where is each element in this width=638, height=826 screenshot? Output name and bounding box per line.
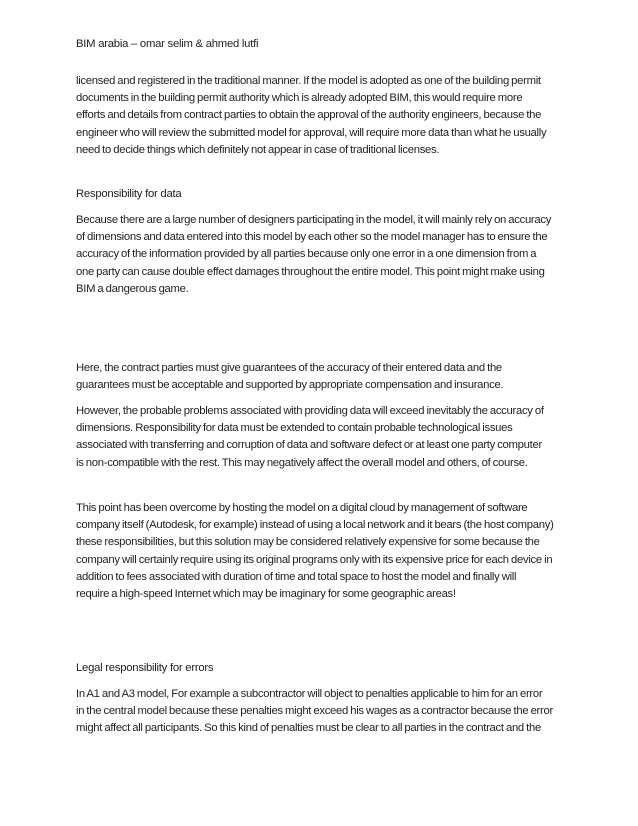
paragraph-data-accuracy [76, 212, 566, 298]
paragraph-probable-problems [76, 403, 566, 472]
text-line: However, the probable problems associated with providing data will exceed inevitably the accuracy of [76, 405, 544, 417]
paragraph-guarantees [76, 360, 566, 394]
section-heading-responsibility-for-data: Responsibility for data [76, 188, 182, 200]
text-line: company itself (Autodesk, for example) instead of using a local network and it bears (the host company) [76, 519, 554, 532]
text-line: In A1 and A3 model, For example a subcontractor will object to penalties applicable to him for an error [76, 688, 543, 700]
text-line: require a high-speed Internet which may be imaginary for some geographic areas! [76, 588, 456, 601]
text-line: in the central model because these penalties might exceed his wages as a contractor because the error [76, 705, 553, 718]
text-line: Here, the contract parties must give guarantees of the accuracy of their entered data and the [76, 362, 502, 374]
text-line: BIM a dangerous game. [76, 282, 189, 295]
text-line: accuracy of the information provided by all parties because only one error in a one dimension from a [76, 248, 537, 261]
section-heading-legal-responsibility: Legal responsibility for errors [76, 662, 214, 674]
text-line: Because there are a large number of designers participating in the model, it will mainly rely on accuracy [76, 214, 552, 226]
text-line: addition to fees associated with duration of time and total space to host the model and finally will [76, 570, 517, 583]
text-line: dimensions. Responsibility for data must be extended to contain probable technological issues [76, 422, 513, 435]
paragraph-licensing [76, 73, 566, 159]
text-line: is non-compatible with the rest. This may negatively affect the overall model and others, of course. [76, 456, 528, 469]
text-line: one party can cause double effect damages throughout the entire model. This point might make using [76, 265, 545, 278]
text-line: company will certainly require using its original programs only with its expensive price for each device in [76, 553, 553, 566]
text-line: This point has been overcome by hosting the model on a digital cloud by management of software [76, 502, 528, 514]
text-line: engineer who will review the submitted model for approval, will require more data than what he usually [76, 126, 547, 139]
page-header: BIM arabia – omar selim & ahmed lutfi [76, 38, 259, 50]
paragraph-subcontractor-penalties [76, 686, 566, 738]
text-line: associated with transferring and corruption of data and software defect or at least one party computer [76, 439, 542, 452]
text-line: efforts and details from contract parties to obtain the approval of the authority engineers, because the [76, 109, 542, 122]
text-line: licensed and registered in the traditional manner. If the model is adopted as one of the building permit [76, 75, 541, 87]
text-line: of dimensions and data entered into this model by each other so the model manager has to ensure the [76, 231, 548, 244]
text-line: might affect all participants. So this kind of penalties must be clear to all parties in the contract and the [76, 722, 541, 735]
text-line: need to decide things which definitely not appear in case of traditional licenses. [76, 143, 440, 156]
text-line: guarantees must be acceptable and supported by appropriate compensation and insurance. [76, 379, 504, 392]
paragraph-cloud-hosting [76, 500, 566, 603]
text-line: these responsibilities, but this solution may be considered relatively expensive for some because the [76, 536, 540, 549]
text-line: documents in the building permit authority which is already adopted BIM, this would require more [76, 92, 523, 105]
